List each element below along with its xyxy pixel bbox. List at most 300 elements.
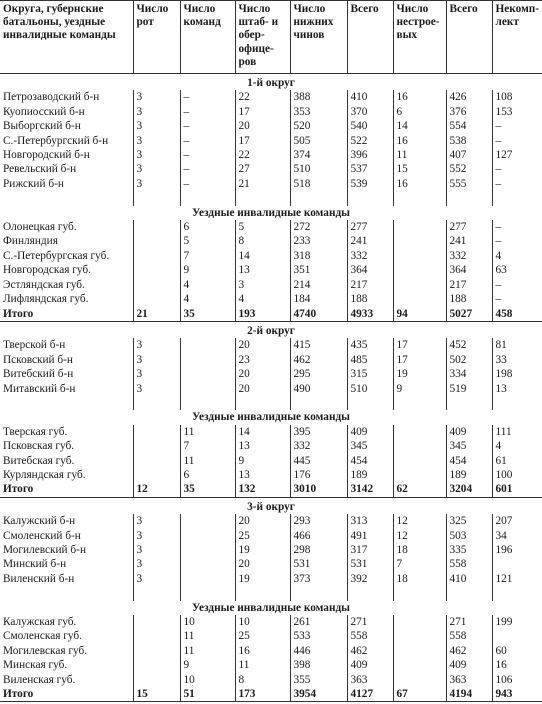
table-cell: 4740 (290, 307, 347, 322)
table-cell: 189 (347, 468, 393, 482)
spacer-cell (393, 396, 446, 410)
row-label: Калужская губ. (3, 616, 77, 628)
spacer-row (0, 396, 542, 410)
table-cell: 293 (290, 514, 347, 528)
table-cell (393, 249, 446, 263)
table-cell (133, 673, 180, 687)
battalion-row (0, 134, 542, 148)
table-cell: 4 (235, 292, 290, 306)
table-cell: 298 (290, 543, 347, 557)
table-cell: 3 (133, 119, 180, 133)
table-cell: 410 (446, 572, 492, 586)
table-cell: 351 (290, 263, 347, 277)
table-cell: – (492, 234, 542, 248)
table-cell: 11 (180, 629, 235, 643)
table-cell (133, 658, 180, 672)
total-row (0, 307, 542, 322)
command-row (0, 454, 542, 468)
table-cell: 518 (290, 177, 347, 191)
table-cell: 16 (393, 90, 446, 104)
table-cell: 395 (290, 425, 347, 439)
subsection-title: Уездные инвалидные команды (191, 411, 350, 424)
table-cell: 16 (393, 177, 446, 191)
table-cell: 121 (492, 572, 542, 586)
table-cell: 106 (492, 673, 542, 687)
battalion-row (0, 367, 542, 381)
command-row (0, 468, 542, 482)
table-cell (393, 292, 446, 306)
table-cell: – (492, 177, 542, 191)
battalion-row (0, 514, 542, 528)
table-cell: 176 (290, 468, 347, 482)
table-cell (393, 644, 446, 658)
table-cell: 51 (180, 687, 235, 702)
table-cell (133, 292, 180, 306)
row-label: Псковский б-н (3, 353, 73, 366)
table-cell: 271 (446, 615, 492, 629)
table-cell: 3 (133, 382, 180, 396)
command-row (0, 439, 542, 453)
spacer-cell (446, 191, 492, 205)
spacer-cell (393, 191, 446, 205)
row-label: Митавский б-н (3, 382, 76, 395)
table-cell: 17 (393, 353, 446, 367)
table-cell: 60 (492, 644, 542, 658)
table-cell: 9 (180, 658, 235, 672)
table-cell: 520 (290, 119, 347, 133)
table-cell: 409 (446, 658, 492, 672)
command-row (0, 234, 542, 248)
table-cell: 33 (492, 353, 542, 367)
table-cell: 454 (347, 454, 393, 468)
district-title-row (0, 321, 542, 338)
spacer-cell (347, 586, 393, 600)
subsection-title-row (0, 206, 542, 220)
table-cell: 34 (492, 529, 542, 543)
row-label: Могилевский б-н (3, 543, 86, 556)
subsection-title: Уездные инвалидные команды (191, 601, 350, 614)
table-cell: 3 (133, 134, 180, 148)
table-cell: 396 (347, 148, 393, 162)
table-cell: 345 (347, 439, 393, 453)
table-cell: 12 (133, 482, 180, 497)
table-cell: 17 (393, 338, 446, 352)
table-cell: 533 (290, 629, 347, 643)
table-cell: 10 (180, 615, 235, 629)
header-cell: Всего (446, 1, 492, 74)
table-cell: 3142 (347, 482, 393, 497)
table-cell: 214 (290, 278, 347, 292)
table-cell: 14 (235, 425, 290, 439)
table-cell: 435 (347, 338, 393, 352)
table-cell: 315 (347, 367, 393, 381)
table-cell: 558 (446, 557, 492, 571)
table-cell (133, 263, 180, 277)
table-cell: – (180, 105, 235, 119)
table-cell: – (180, 148, 235, 162)
row-label: Витебский б-н (3, 368, 74, 381)
table-cell: 502 (446, 353, 492, 367)
table-cell: 409 (347, 658, 393, 672)
battalion-row (0, 543, 542, 557)
table-cell (133, 425, 180, 439)
table-cell: 3204 (446, 482, 492, 497)
table-cell: 188 (446, 292, 492, 306)
table-cell: 373 (290, 572, 347, 586)
spacer-cell (235, 191, 290, 205)
table-cell (393, 425, 446, 439)
row-label: Калужский б-н (3, 515, 76, 528)
table-cell: 458 (492, 307, 542, 322)
table-cell: 20 (235, 514, 290, 528)
table-cell: 490 (290, 382, 347, 396)
spacer-cell (393, 586, 446, 600)
table-cell (180, 382, 235, 396)
table-cell (180, 367, 235, 381)
table-cell: 334 (446, 367, 492, 381)
table-cell (180, 338, 235, 352)
table-cell: 601 (492, 482, 542, 497)
table-cell: 540 (347, 119, 393, 133)
table-cell: 510 (347, 382, 393, 396)
table-cell: 100 (492, 468, 542, 482)
table-cell: 277 (347, 220, 393, 234)
table-cell: 3 (133, 543, 180, 557)
district-title: 2-й округ (247, 324, 295, 337)
battalion-row (0, 90, 542, 104)
command-row (0, 249, 542, 263)
table-cell (393, 454, 446, 468)
table-cell: 364 (347, 263, 393, 277)
command-row (0, 615, 542, 629)
row-label: Виленская губ. (3, 673, 76, 686)
header-cell: Число команд (180, 1, 235, 74)
table-cell: 22 (235, 148, 290, 162)
spacer-cell (133, 396, 180, 410)
table-cell: 537 (347, 162, 393, 176)
table-cell: 25 (235, 629, 290, 643)
table-cell (492, 629, 542, 643)
table-cell: 8 (235, 673, 290, 687)
table-cell: 271 (347, 615, 393, 629)
total-row (0, 482, 542, 497)
battalion-row (0, 162, 542, 176)
table-cell: 217 (446, 278, 492, 292)
table-cell: 189 (446, 468, 492, 482)
table-cell: 27 (235, 162, 290, 176)
table-cell (133, 644, 180, 658)
table-cell: 3 (133, 557, 180, 571)
subsection-title: Уездные инвалидные команды (191, 206, 350, 219)
table-cell: 11 (180, 644, 235, 658)
row-label: Тверской б-н (3, 339, 66, 352)
table-cell: 4 (492, 249, 542, 263)
table-cell: 505 (290, 134, 347, 148)
table-cell (393, 439, 446, 453)
table-cell: 111 (492, 425, 542, 439)
table-cell: 20 (235, 338, 290, 352)
table-cell: 19 (393, 367, 446, 381)
table-cell: 277 (446, 220, 492, 234)
spacer-cell (133, 586, 180, 600)
table-cell: 6 (180, 468, 235, 482)
table-cell (133, 234, 180, 248)
row-label: Минский б-н (3, 558, 67, 571)
table-cell: 217 (347, 278, 393, 292)
table-cell (492, 557, 542, 571)
table-cell: 364 (446, 263, 492, 277)
table-cell: 332 (446, 249, 492, 263)
table-cell: 7 (180, 249, 235, 263)
table-cell: 510 (290, 162, 347, 176)
table-cell: 313 (347, 514, 393, 528)
table-cell: 3 (133, 514, 180, 528)
command-row (0, 292, 542, 306)
table-cell (133, 439, 180, 453)
table-cell: 35 (180, 482, 235, 497)
row-label: Итого (0, 482, 133, 497)
table-cell: 61 (492, 454, 542, 468)
table-cell: 3 (133, 105, 180, 119)
table-cell: 20 (235, 382, 290, 396)
table-cell (393, 615, 446, 629)
table-cell: 3 (133, 572, 180, 586)
table-cell: 20 (235, 557, 290, 571)
table-cell: 241 (347, 234, 393, 248)
command-row (0, 220, 542, 234)
table-cell (393, 263, 446, 277)
table-cell: 558 (347, 629, 393, 643)
table-cell: 491 (347, 529, 393, 543)
table-cell: 531 (290, 557, 347, 571)
spacer-cell (446, 586, 492, 600)
district-title: 1-й округ (247, 77, 295, 90)
table-cell: 370 (347, 105, 393, 119)
header-cell: Число нижних чинов (290, 1, 347, 74)
battalion-row (0, 572, 542, 586)
spacer-cell (180, 191, 235, 205)
row-label: Псковская губ. (3, 440, 75, 453)
spacer-cell (235, 396, 290, 410)
row-label: Олонецкая губ. (3, 221, 77, 234)
table-cell: 63 (492, 263, 542, 277)
spacer-cell (492, 586, 542, 600)
table-cell: 17 (235, 134, 290, 148)
spacer-cell (492, 191, 542, 205)
table-cell (180, 572, 235, 586)
row-label: Смоленский б-н (3, 529, 81, 542)
table-cell: 445 (290, 454, 347, 468)
spacer-cell (347, 396, 393, 410)
district-title-row (0, 74, 542, 91)
table-cell: 466 (290, 529, 347, 543)
table-cell: 363 (446, 673, 492, 687)
table-cell: 20 (235, 367, 290, 381)
row-label: Итого (0, 687, 133, 702)
table-cell (180, 353, 235, 367)
table-cell: 7 (180, 439, 235, 453)
table-cell: – (492, 119, 542, 133)
table-cell (133, 249, 180, 263)
table-cell: 23 (235, 353, 290, 367)
table-cell: 18 (393, 543, 446, 557)
table-cell: 3 (133, 367, 180, 381)
table-cell: 261 (290, 615, 347, 629)
table-cell: 7 (393, 557, 446, 571)
table-cell: 318 (290, 249, 347, 263)
table-cell: 153 (492, 105, 542, 119)
table-cell: 4933 (347, 307, 393, 322)
table-cell: 10 (180, 673, 235, 687)
table-cell: 4 (492, 439, 542, 453)
battalion-row (0, 105, 542, 119)
table-cell: 452 (446, 338, 492, 352)
table-cell: 552 (446, 162, 492, 176)
table-cell (393, 234, 446, 248)
table-cell: 13 (235, 468, 290, 482)
row-label: С.-Петербургский б-н (3, 134, 109, 147)
table-cell: 13 (235, 439, 290, 453)
table-cell: 462 (347, 644, 393, 658)
table-cell: 6 (393, 105, 446, 119)
table-cell: 35 (180, 307, 235, 322)
table-cell: 3 (133, 148, 180, 162)
battalion-row (0, 557, 542, 571)
table-cell: 558 (446, 629, 492, 643)
table-cell: 196 (492, 543, 542, 557)
table-cell: – (492, 278, 542, 292)
table-cell: 392 (347, 572, 393, 586)
table-cell: – (492, 292, 542, 306)
table-cell: 233 (290, 234, 347, 248)
row-label: Виленский б-н (3, 572, 75, 585)
table-cell: 522 (347, 134, 393, 148)
table-cell: 503 (446, 529, 492, 543)
table-cell: – (180, 134, 235, 148)
spacer-cell (347, 191, 393, 205)
table-cell: – (492, 220, 542, 234)
table-cell: 531 (347, 557, 393, 571)
table-cell: 3 (133, 162, 180, 176)
table-cell: 4 (180, 278, 235, 292)
command-row (0, 644, 542, 658)
table-cell: 4194 (446, 687, 492, 702)
spacer-cell (0, 586, 133, 600)
command-row (0, 673, 542, 687)
table-cell: 67 (393, 687, 446, 702)
spacer-cell (0, 191, 133, 205)
table-cell: 3 (133, 338, 180, 352)
table-cell: 21 (235, 177, 290, 191)
table-cell: – (180, 162, 235, 176)
row-label: Итого (0, 307, 133, 322)
table-cell (180, 514, 235, 528)
header-cell: Число рот (133, 1, 180, 74)
table-cell: 8 (235, 234, 290, 248)
spacer-row (0, 191, 542, 205)
table-cell: 345 (446, 439, 492, 453)
battalion-row (0, 353, 542, 367)
spacer-cell (180, 586, 235, 600)
table-cell: 519 (446, 382, 492, 396)
table-cell: 409 (347, 425, 393, 439)
table-cell: 15 (133, 687, 180, 702)
table-cell (393, 673, 446, 687)
row-label: Новгородская губ. (3, 264, 91, 277)
table-cell: 4127 (347, 687, 393, 702)
spacer-cell (0, 396, 133, 410)
table-cell: 407 (446, 148, 492, 162)
row-label: Курляндская губ. (3, 468, 86, 481)
table-cell: 94 (393, 307, 446, 322)
table-cell: 81 (492, 338, 542, 352)
spacer-cell (133, 191, 180, 205)
row-label: Тверская губ. (3, 425, 68, 438)
row-label: Эстляндская губ. (3, 278, 85, 291)
header-cell: Всего (347, 1, 393, 74)
table-cell: – (180, 119, 235, 133)
row-label: Новгородский б-н (3, 149, 90, 162)
table-cell: 538 (446, 134, 492, 148)
spacer-cell (290, 396, 347, 410)
table-cell: 16 (492, 658, 542, 672)
table-cell: 5 (235, 220, 290, 234)
command-row (0, 278, 542, 292)
table-cell: 184 (290, 292, 347, 306)
table-cell: 446 (290, 644, 347, 658)
spacer-cell (290, 191, 347, 205)
row-label: Ревельский б-н (3, 163, 77, 176)
table-cell: 3 (133, 177, 180, 191)
district-title-row (0, 497, 542, 514)
table-cell: 11 (180, 454, 235, 468)
table-cell: 19 (235, 572, 290, 586)
table-cell: 4 (180, 292, 235, 306)
spacer-cell (235, 586, 290, 600)
table-cell: 5 (180, 234, 235, 248)
table-cell: 11 (393, 148, 446, 162)
table-cell: 295 (290, 367, 347, 381)
table-cell: 241 (446, 234, 492, 248)
table-cell: 14 (393, 119, 446, 133)
table-cell: 272 (290, 220, 347, 234)
row-label: Смоленская губ. (3, 630, 82, 643)
table-cell: 332 (290, 439, 347, 453)
table-cell: 3010 (290, 482, 347, 497)
table-cell: 9 (393, 382, 446, 396)
battalion-row (0, 177, 542, 191)
battalion-row (0, 148, 542, 162)
table-cell: 355 (290, 673, 347, 687)
table-cell (133, 468, 180, 482)
table-cell: 388 (290, 90, 347, 104)
table-cell: 22 (235, 90, 290, 104)
row-label: Финляндия (3, 235, 58, 248)
table-cell: 485 (347, 353, 393, 367)
row-label: Минская губ. (3, 659, 68, 672)
table-cell: 17 (235, 105, 290, 119)
district-title: 3-й округ (247, 500, 295, 513)
table-cell: 539 (347, 177, 393, 191)
spacer-cell (180, 396, 235, 410)
row-label: Рижский б-н (3, 177, 64, 190)
battalion-row (0, 529, 542, 543)
table-cell: 188 (347, 292, 393, 306)
table-cell (393, 629, 446, 643)
header-cell: Округа, губернские батальоны, уездные инвалидные команды (0, 1, 133, 74)
battalion-row (0, 382, 542, 396)
table-cell: 25 (235, 529, 290, 543)
